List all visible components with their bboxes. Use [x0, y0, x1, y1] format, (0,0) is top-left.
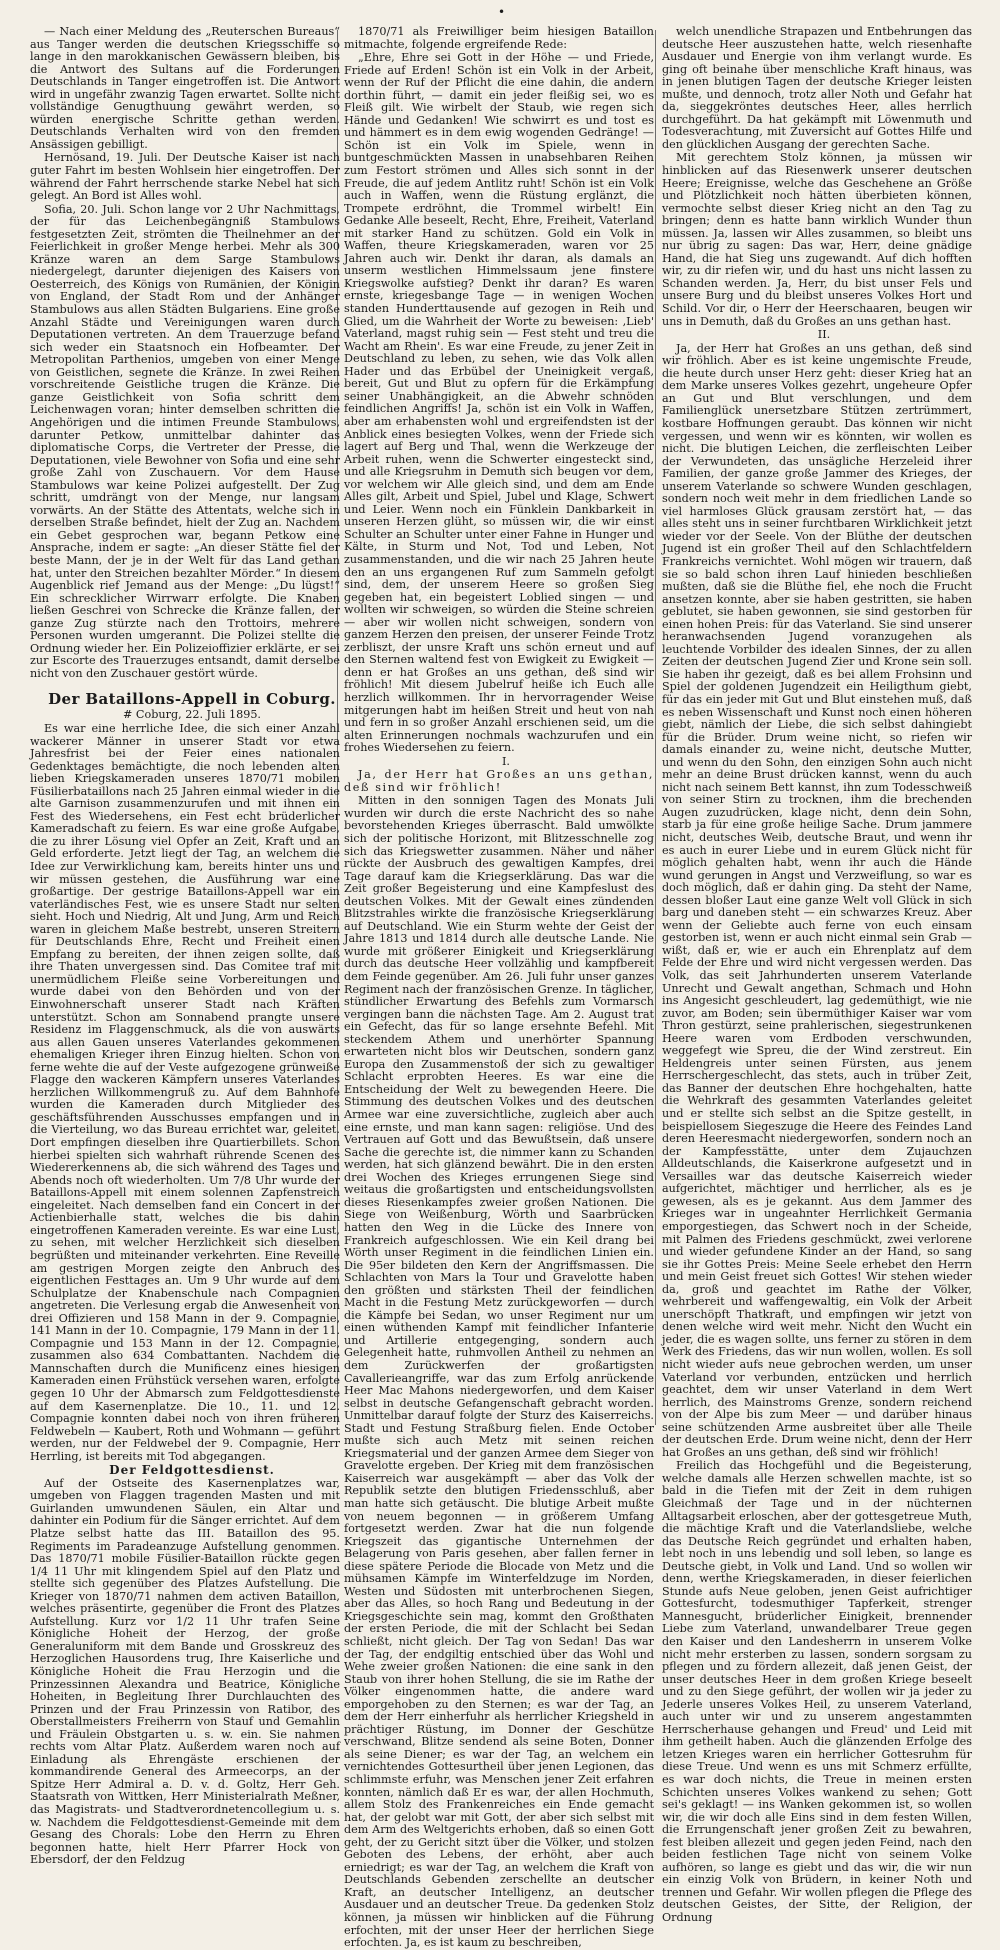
section-number: II. — [817, 328, 831, 342]
article-paragraph: Auf der Ostseite des Kasernenplatzes war, umgeben von Flaggen tragenden Masten und mit Guirlanden umwundenen Säulen, ein Altar und dahinter ein Podium für die Sänger errichtet. Auf dem Platze selbst hatte das III. Bataillon des 95. Regiments im Paradeanzuge Aufstellung genommen. Das 1870/71 mobile Füsilier-Bataillon rückte gegen 1/4 11 Uhr mit klingendem Spiel auf den Platz und stellte sich gegenüber des Platzes Aufstellung. Die Krieger von 1870/71 nahmen dem activen Bataillon, welches präsentirte, gegenüber die Front des Platzes Aufstellung. Kurz vor 1/2 11 Uhr trafen Seine Königliche Hoheit der Herzog, der große Generaluniform mit dem Bande und Grosskreuz des Herzoglichen Hausordens trug, Ihre Kaiserliche und Königliche Hoheit die Frau Herzogin und die Prinzessinnen Alexandra und Beatrice, Königliche Hoheiten, in Begleitung Ihrer Durchlauchten des Prinzen und der Frau Prinzessin von Ratibor, des Oberstallmeisters Freiherrn von Stauf und Gemahlin und Fräulein Obstgarten u. s. w. ein. Sie nahmen rechts vom Altar Platz. Außerdem waren noch auf Einladung als Ehrengäste erschienen der kommandirende General des Armeecorps, an der Spitze Herr Admiral a. D. v. d. Goltz, Herr Geh. Staatsrath von Wittken, Herr Ministerialrath Meßner, das Magistrats- und Stadtverordnetencollegium u. s. w. Nachdem die Feldgottesdienst-Gemeinde mit dem Gesang des Chorals: Lobe den Herrn zu Ehren begonnen hatte, hielt Herr Pfarrer Hock von Ebersdorf, der den Feldzug — [30, 1476, 340, 1867]
section-number: I. — [502, 754, 510, 768]
column-3 — [662, 25, 972, 1925]
speech-paragraph: „Ehre, Ehre sei Gott in der Höhe — und Friede, Friede auf Erden! Schön ist ein Volk in der Arbeit, wenn der Ruf der Pflicht die eine dahin, die andern dorthin führt, — damit ein jeder fleißig sei, wo es Fleiß gilt. Wie wirbelt der Staub, wie regen sich Hände und Gedanken! Wie schwirrt es und tost es und hämmert es in dem ewig wogenden Gedränge! — Schön ist ein Volk im Spiele, wenn in buntgeschmückten Massen in unabsehbaren Reihen zum Festort strömen und Alles sich sonnt in der Freude, die auf jedem Antlitz ruht! Schön ist ein Volk auch in Waffen, wenn die Rüstung erglänzt, die Trompete erdröhnt, die Trommel wirbelt! Ein Gedanke Alle beseelt, Recht, Ehre, Freiheit, Vaterland mit starker Hand zu schützen. Gold ein Volk in Waffen, theure Kriegskameraden, waren vor 25 Jahren auch wir. Denkt ihr daran, als damals an unserm westlichen Himmelssaum jene finstere Kriegswolke aufstieg? Denkt ihr daran? Es waren ernste, kriegesbange Tage — in wenigen Wochen standen Hunderttausende auf gezogen in Reih und Glied, um die Wahrheit der Worte zu beweisen: ,Lieb' Vaterland, magst ruhig sein — Fest steht und treu die Wacht am Rhein'. Es war eine Freude, zu jener Zeit in Deutschland zu leben, zu sehen, wie das Volk allen Hader und das Erbübel der Uneinigkeit vergaß, bereit, Gut und Blut zu opfern für die Erkämpfung seiner Unabhängigkeit, an die Abwehr schnöden feindlichen Angriffs! Ja, schön ist ein Volk in Waffen, aber am erhabensten wohl und ergreifendsten ist der Anblick eines besiegten Volkes, wenn der Friede sich lagert auf Berg und Thal, wenn die Werkzeuge der Arbeit ruhen, wenn die Schwerter eingesteckt sind, und alle Kriegsruhm in Demuth sich beugen vor dem, vor welchem wir Alle gleich sind, und dem am Ende Alles gilt, Arbeit und Spiel, Jubel und Klage, Schwert und Leier. Wenn noch ein Fünklein Dankbarkeit in unseren Herzen glüht, so müssen wir, die wir einst Schulter an Schulter unter einer Fahne in Hunger und Kälte, in Sturm und Not, Tod und Leben, Not zusammenstanden, und die wir nach 25 Jahren heute den an uns ergangenen Ruf zum Sammeln gefolgt sind, dem, der unserem Heere so großen Sieg gegeben hat, ein begeistert Loblied singen — und wollten wir schweigen, so würden die Steine schreien — aber wir wollen nicht schweigen, sondern von ganzem Herzen den preisen, der unserer Feinde Trotz zerbliszt, der unsre Kraft uns schön erneut und auf den Sternen waltend fest von Ewigkeit zu Ewigkeit — denn er hat Großes an uns gethan, deß sind wir fröhlich! Mit diesem Jubelruf heiße ich Euch alle herzlich willkommen. Ihr in hervorragender Weise mitgerungen habt im heißen Streit und heut von nah und fern in so großer Anzahl erschienen seid, um die alten Erinnerungen nochmals wachzurufen und ein frohes Wiedersehen zu feiern. — [344, 51, 654, 755]
section-spacer — [30, 680, 340, 690]
column-rule-right — [655, 30, 656, 1425]
speech-intro: 1870/71 als Freiwilliger beim hiesigen Bataillon mitmachte, folgende ergreifende Rede: — [344, 25, 654, 51]
news-item-sofia: Sofia, 20. Juli. Schon lange vor 2 Uhr Nachmittags, der für das Leichenbegängniß Stambulows festgesetzten Zeit, strömten die Theilnehmer an der Feierlichkeit in großer Menge herbei. Mehr als 300 Kränze waren an dem Sarge Stambulows niedergelegt, darunter diejenigen des Kaisers von Oesterreich, des Königs von Rumänien, der Königin von England, der Stadt Rom und der Anhänger Stambulows aus allen Städten Bulgariens. Eine große Anzahl Städte und Vereinigungen waren durch Deputationen vertreten. An dem Trauerzuge befand sich weder ein Staatsnoch ein Hofbeamter. Der Metropolitan Parthenios, umgeben von einer Menge von Geistlichen, segnete die Kränze. In zwei Reihen vorschreitende Geistliche trugen die Kränze. Die ganze Geistlichkeit von Sofia schritt dem Leichenwagen voran; hinter demselben schritten die Angehörigen und die intimen Freunde Stambulows, darunter Petkow, unmittelbar dahinter das diplomatische Corps, die Vertreter der Presse, die Deputationen, viele Bewohner von Sofia und eine sehr große Zahl von Zuschauern. Vor dem Hause Stambulows war keine Polizei aufgestellt. Der Zug schritt, umdrängt von der Menge, nur langsam vorwärts. An der Stätte des Attentats, welche sich in derselben Straße befindet, hielt der Zug an. Nachdem ein Gebet gesprochen war, begann Petkow eine Ansprache, indem er sagte: „An dieser Stätte fiel der beste Mann, der je in der Welt für das Land gethan hat, unter den Streichen bezahlter Mörder.“ In diesem Augenblick rief Jemand aus der Menge: „Du lügst!“ Ein schrecklicher Wirrwarr erfolgte. Die Knaben ließen Geschrei von Schrecke die Kränze fallen, der ganze Zug stürzte nach den Trottoirs, mehrere Personen wurden umgerannt. Die Polizei stellte die Ordnung wieder her. Ein Polizeioffizier erklärte, er sei zur Escorte des Trauerzuges entsandt, damit derselbe nicht von den Zuschauer gestört würde. — [30, 202, 340, 680]
news-item-tanger: — Nach einer Meldung des „Reuterschen Bureaus“ aus Tanger werden die deutschen Kriegsschiffe so lange in den marokkanischen Gewässern bleiben, bis die Antwort des Sultans auf die Forderungen Deutschlands in Tanger eingetroffen ist. Die Antwort wird in ungefähr zwanzig Tagen erwartet. Sollte nicht vollständige Genugthuung gewährt werden, so würden energische Schritte gethan werden. Deutschlands Verhalten wird von den fremden Ansässigen gebilligt. — [30, 25, 340, 151]
news-item-hernosand: Hernösand, 19. Juli. Der Deutsche Kaiser ist nach guter Fahrt im besten Wohlsein hier eingetroffen. Der während der Fahrt herrschende starke Nebel hat sich gelegt. An Bord ist Alles wohl. — [30, 151, 340, 203]
page-marker-dot: • — [498, 5, 506, 19]
article-headline: Der Bataillons-Appell in Coburg. — [48, 690, 336, 709]
article-paragraph: Es war eine herrliche Idee, die sich einer Anzahl wackerer Männer in unserer Stadt vor etwa Jahresfrist bei der Feier eines nationalen Gedenktages bemächtigte, die noch lebenden alten lieben Kriegskameraden unseres 1870/71 mobilen Füsilierbataillons nach 25 Jahren einmal wieder in die alte Garnison zusammenzurufen und mit ihnen ein Fest des Wiedersehens, ein Fest echt brüderlicher Kameradschaft zu feiern. Es war eine große Aufgabe, die zu ihrer Lösung viel Opfer an Zeit, Kraft und an Geld erforderte. Jetzt liegt der Tag, an welchem die Idee zur Verwirklichung kam, bereits hinter uns und wir müssen gestehen, die Ausführung war eine großartige. Der gestrige Bataillons-Appell war ein vaterländisches Fest, wie es unsere Stadt nur selten sieht. Hoch und Niedrig, Alt und Jung, Arm und Reich waren in gleichem Maße bestrebt, unseren Streitern für Deutschlands Ehre, Recht und Freiheit einen Empfang zu bereiten, der ihnen zeigen sollte, daß ihre Thaten unvergessen sind. Das Comitee traf mit unermüdlichem Fleiße seine Vorbereitungen und wurde dabei von den Behörden und von der Einwohnerschaft unserer Stadt nach Kräften unterstützt. Schon am Sonnabend prangte unsere Residenz im Flaggenschmuck, als die von auswärts aus allen Gauen unseres Vaterlandes gekommenen ehemaligen Krieger ihren Einzug hielten. Schon von ferne wehte die auf der Veste aufgezogene grünweiße Flagge den wackeren Kämpfern unseres Vaterlandes herzlichen Willkommengruß zu. Auf dem Bahnhofe wurden die Kameraden durch Mitglieder des geschäftsführenden Ausschusses empfangen und in die Vierteilung, wo das Bureau errichtet war, geleitet. Dort empfingen dieselben ihre Quartierbillets. Schon hierbei spielten sich wahrhaft rührende Scenen des Wiedererkennens ab, die sich während des Tages und Abends noch oft wiederholten. Um 7/8 Uhr wurde der Bataillons-Appell mit einem solennen Zapfenstreich eingeleitet. Nach demselben fand ein Concert in der Actienbierhalle statt, welches die bis dahin eingetroffenen Kameraden vereinte. Es war eine Lust, zu sehen, mit welcher Herzlichkeit sich dieselben begrüßten und miteinander verkehrten. Eine Reveille am gestrigen Morgen zeigte den Anbruch des eigentlichen Festtages an. Um 9 Uhr wurde auf dem Schulplatze der Knabenschule nach Compagnien angetreten. Die Verlesung ergab die Anwesenheit von drei Offizieren und 158 Mann in der 9. Compagnie, 141 Mann in der 10. Compagnie, 179 Mann in der 11. Compagnie und 153 Mann in der 12. Compagnie, zusammen also 634 Combattanten. Nachdem die Mannschaften durch die Munificenz eines hiesigen Kameraden einen Frühstück versehen waren, erfolgte gegen 10 Uhr der Abmarsch zum Feldgottesdienste auf dem Kasernenplatze. Die 10., 11. und 12. Compagnie konnten dabei noch von ihren früheren Feldwebeln — Kaubert, Roth und Wohmann — geführt werden, nur der Feldwebel der 9. Compagnie, Herr Herrling, ist bereits mit Tod abgegangen. — [30, 721, 340, 1463]
article-dateline: # Coburg, 22. Juli 1895. — [123, 708, 261, 722]
speech-paragraph: welch unendliche Strapazen und Entbehrungen das deutsche Heer auszustehen hatte, welch riesenhafte Ausdauer und Energie von ihm verlangt wurde. Es ging oft beinahe über menschliche Kraft hinaus, was in jenen blutigen Tagen der deutsche Krieger leisten mußte, und dennoch, trotz aller Noth und Gefahr hat da, sieggekröntes deutsches Heer, alles herrlich durchgeführt. Da hat gekämpft mit Löwenmuth und Todesverachtung, mit Zuversicht auf Gottes Hilfe und den glücklichen Ausgang der gerechten Sache. — [662, 25, 972, 151]
speech-paragraph: Mit gerechtem Stolz können, ja müssen wir hinblicken auf das Riesenwerk unserer deutschen Heere; Ereignisse, welche das Geschehene an Größe und Plötzlichkeit noch hätten überbieten können, vermochte selbst dieser Krieg nicht an den Tag zu bringen; denn es hatte bann wirklich Wunder thun müssen. Ja, lassen wir Alles zusammen, so bleibt uns nur übrig zu sagen: Das war, Herr, deine gnädige Hand, die hat Sieg uns zugewandt. Auf dich hofften wir, zu dir riefen wir, und du hast uns nicht lassen zu Schanden werden. Ja, Herr, du bist unser Fels und unsere Burg und du bleibst unseres Volkes Hort und Schild. Vor dir, o Herr der Heerschaaren, beugen wir uns in Demuth, daß du Großes an uns gethan hast. — [662, 151, 972, 328]
article-subhead: Der Feldgottesdienst. — [109, 1463, 275, 1478]
column-1 — [30, 25, 340, 1867]
speech-paragraph: Ja, der Herr hat Großes an uns gethan, deß sind wir fröhlich. Aber es ist keine ungemischte Freude, die heute durch unser Herz geht: dieser Krieg hat an dem Marke unseres Volkes gezehrt, ungeheure Opfer an Gut und Blut verschlungen, und dem Familienglück unersetzbare Stützen zertrümmert, kostbare Hoffnungen geraubt. Das können wir nicht vergessen, und wenn wir es könnten, wir wollen es nicht. Die blutigen Leichen, die zerfleischten Leiber der Verwundeten, das unsägliche Herzeleid ihrer Familien, der ganze große Jammer des Krieges, der unserem Vaterlande so schwere Wunden geschlagen, sondern noch weit mehr in dem friedlichen Lande so viel harmloses Glück grausam zerstört hat, — das alles steht uns in seiner furchtbaren Wirklichkeit jetzt wieder vor der Seele. Von der Blüthe der deutschen Jugend ist ein großer Theil auf den Schlachtfeldern Frankreichs vernichtet. Wohl mögen wir trauern, daß sie so bald schon ihren Lauf hinieden beschließen mußten, daß sie die Blüthe fiel, ehe noch die Frucht ansetzen konnte, aber sie haben gestritten, sie haben geblutet, sie haben gewonnen, sie sind gestorben für einen hohen Preis: für das Vaterland. Sie sind unserer heranwachsenden Jugend voranzugehen als leuchtende Vorbilder des idealen Sinnes, der zu allen Zeiten der deutschen Jugend Zier und Krone sein soll. Sie haben ihr gezeigt, daß es bei allem Frohsinn und Spiel der goldenen Jugendzeit ein Heiligthum giebt, für das ein jeder mit Gut und Blut einstehen muß, daß es neben Wissenschaft und Kunst noch einen höheren giebt, nämlich der Liebe, die sich selbst dahingiebt für die Brüder. Drum weine nicht, so riefen wir damals einander zu, weine nicht, deutsche Mutter, und wenn du den Sohn, den einzigen Sohn auch nicht mehr an deine Brust drücken kannst, wenn du auch nicht nach seinem Bett kannst, ihn zum Todesschweiß von seiner Stirn zu trocknen, ihm die brechenden Augen zuzudrücken, klage nicht, denn dein Sohn, starb ja für eine große heilige Sache. Drum jammere nicht, deutsches Weib, deutsche Braut, und wenn ihr es auch in eurer Liebe und in eurem Glück nicht für möglich gehalten habt, wenn ihr auch die Hände wund gerungen in Angst und Verzweiflung, so war es doch möglich, daß er dahin ging. Da steht der Name, dessen bloßer Laut eine ganze Welt voll Glück in sich barg und daneben steht — ein schwarzes Kreuz. Aber wenn der Geliebte auch ferne von euch einsam gestorben ist, wenn er auch nicht einmal sein Grab — wißt, daß er, wie er auch ein Ehrenplatz auf dem Felde der Ehre und wird nicht vergessen werden. Das Volk, das seit Jahrhunderten unserem Vaterlande Unrecht und Gewalt angethan, Schmach und Hohn ins Angesicht geschleudert, lag gedemüthigt, wie nie zuvor, am Boden; sein übermüthiger Kaiser war vom Thron gestürzt, seine prahlerischen, siegestrunkenen Heere waren vom Erdboden verschwunden, weggefegt wie Spreu, die der Wind zerstreut. Ein Heldengreis unter seinen Fürsten, aus jenem Herrschergeschlecht, das stets, auch in trüber Zeit, das Banner der deutschen Ehre hochgehalten, hatte die Wehrkraft des gesammten Vaterlandes geleitet und er stellte sich selbst an die Spitze gestellt, in beispiellosem Siegeszuge die Heere des Feindes Land deren Heeresmacht niedergeworfen, sondern noch an der Kampfesstätte, unter dem Zujauchzen Alldeutschlands, die Kaiserkrone aufgesetzt und in Versailles war das deutsche Kaiserreich wieder aufgerichtet, mächtiger und herrlicher, als es je gewesen, als es je gekannt. Aus dem Jammer des Krieges war in ungeahnter Herrlichkeit Germania emporgestiegen, das Schwert noch in der Scheide, mit Palmen des Friedens geschmückt, zwei verlorene und wieder gefundene Kinder an der Hand, so sang sie ihr Gottes Preis: Meine Seele erhebet den Herrn und mein Geist freuet sich Gottes! Wir stehen wieder da, groß und geachtet im Rathe der Völker, wehrbereit und waffengewaltig, ein Volk der Arbeit unerschöpft Thatkraft, und empfingen wir jetzt von denen welche wird weit mehr. Nicht den Wucht ein jeder, die es wagen sollte, uns ferner zu stören in dem Werk des Friedens, das wir nun wollen, wollen. Es soll nicht wieder aufs neue gebrochen werden, um unser Vaterland vor verbunden, entzücken und herrlich geachtet, dem wir unser Vaterland in dem Wert herrlich, des Mainstroms Grenze, sondern reichend von der Alpe bis zum Meer — und darüber hinaus seine schützenden Arme ausbreitet über alle Theile der deutschen Erde. Drum weine nicht, denn der Herr hat Großes an uns gethan, deß sind wir fröhlich! — [662, 341, 972, 1459]
speech-paragraph: Mitten in den sonnigen Tagen des Monats Juli wurden wir durch die erste Nachricht des so nahe bevorstehenden Krieges überrascht. Bald umwölkte sich der politische Horizont, mit Blitzesschnelle zog sich das Kriegswetter zusammen. Näher und näher rückte der Ausbruch des gewaltigen Kampfes, drei Tage darauf kam die Kriegserklärung. Das war die Zeit großer Begeisterung und eine Kampfeslust des deutschen Volkes. Mit der Gewalt eines zündenden Blitzstrahles wirkte die französische Kriegserklärung auf Deutschland. Wie ein Sturm wehte der Geist der Jahre 1813 und 1814 durch alle deutsche Lande. Nie wurde mit größerer Einigkeit und Kriegserklärung durch das deutsche Heer vollzählig und kampfbereit dem Feinde gegenüber. Am 26. Juli fuhr unser ganzes Regiment nach der französischen Grenze. In täglicher, stündlicher Erwartung des Befehls zum Vormarsch vergingen bann die nächsten Tage. Am 2. August trat ein Gefecht, das für so lange ersehnte Befehl. Mit steckendem Athem und unerhörter Spannung erwarteten nicht blos wir Deutschen, sondern ganz Europa den Zusammenstoß der sich zu gewaltiger Schlacht erprobten Heeres. Es war eine die Entscheidung der Welt zu bewegenden Heere. Die Stimmung des deutschen Volkes und des deutschen Armee war eine zuversichtliche, zugleich aber auch eine ernste, und man kann sagen: religiöse. Und des Vertrauen auf Gott und das Bewußtsein, daß unsere Sache die gerechte ist, die nimmer kann zu Schanden werden, hat sich glänzend bewährt. Die in den ersten drei Wochen des Krieges errungenen Siege sind weitaus die großartigsten und entscheidungsvollsten dieses Riesenkampfes zweier großen Nationen. Die Siege von Weißenburg, Wörth und Saarbrücken hatten den Weg in die Lücke des Innere von Frankreich aufgeschlossen. Wie ein Keil drang bei Wörth unser Regiment in die feindlichen Linien ein. Die 95er bildeten den Kern der Angriffsmassen. Die Schlachten von Mars la Tour und Gravelotte haben den größten und stärksten Theil der feindlichen Macht in die Festung Metz zurückgeworfen — durch die Kämpfe bei Sedan, wo unser Regiment nur um einen wüthenden Kampf mit feindlicher Infanterie und Artillerie entgegenging, sondern auch Gelegenheit hatte, ruhmvollen Antheil zu nehmen an dem Zurückwerfen der großartigsten Cavallerieangriffe, war das zum Erfolg anrückende Heer Mac Mahons niedergeworfen, und dem Kaiser selbst in deutsche Gefangenschaft gebracht worden. Unmittelbar darauf folgte der Sturz des Kaiserreichs. Stadt und Festung Straßburg fielen. Ende October mußte sich auch Metz mit seinen reichen Kriegsmaterial und der ganzen Armee dem Sieger von Gravelotte ergeben. Der Krieg mit dem französischen Kaiserreich war ausgekämpft — aber das Volk der Republik setzte den blutigen Friedensschluß, aber man hatte sich getäuscht. Die blutige Arbeit mußte von neuem begonnen — in größerem Umfang fortgesetzt werden. Zwar hat die nun folgende Kriegszeit das gigantische Unternehmen der Belagerung von Paris gesehen, aber fallen ferner in diese spätere Periode die Blocade von Metz und die mühsamen Kämpfe im Winterfeldzuge im Norden, Westen und Südosten mit unterbrochenen Siegen, aber das Alles, so hoch Rang und Bedeutung in der Kriegsgeschichte sein mag, kommt den Großthaten der ersten Periode, die mit der Schlacht bei Sedan schließt, nicht gleich. Der Tag von Sedan! Das war der Tag, der endgiltig entschied über das Wohl und Wehe zweier großen Nationen: die eine sank in den Staub von ihrer hohen Stellung, die sie im Rathe der Völker eingenommen hatte, die andere ward emporgehoben zu den Sternen; es war der Tag, an dem der Herr einherfuhr als herrlicher Kriegsheld in prächtiger Rüstung, im Donner der Geschütze verschwand, Blitze sendend als seine Boten, Donner als seine Diener; es war der Tag, an welchem ein vernichtendes Gottesurtheil über jenen Legionen, das schlimmste erfuhr, was Menschen jener Zeit erfahren konnten, nämlich daß Er es war, der allen Hochmuth, allem Stolz des Frankenreiches ein Ende gemacht hat, der gelobt war mit Gott, der aber sich selbst mit dem Arm des Weltgerichts erhoben, daß so einen Gott geht, der zu Gericht sitzt über die Völker, und stolzen Geboten des Lebens, der erhöht, aber auch erniedrigt; es war der Tag, an welchem die Kraft von Deutschlands Gebenden zerschellte an deutscher Kraft, an deutscher Intelligenz, an deutscher Ausdauer und an deutscher Treue. Da gedenken Stolz können, ja müssen wir hinblicken auf die Führung erfochten, mit der unser Heer der herrlichen Siege erfochten. Ja, es ist kaum zu beschreiben, — [344, 794, 654, 1950]
speech-paragraph: Freilich das Hochgefühl und die Begeisterung, welche damals alle Herzen schwellen machte, ist so bald in die Tiefen mit der Zeit in dem ruhigen Gleichmaß der Tage und in der nüchternen Alltagsarbeit erloschen, aber der gottesgetreue Muth, die mächtige Kraft und die Vaterlandsliebe, welche das Deutsche Reich gegründet und erhalten haben, lebt noch in uns lebendig und soll leben, so lange es Deutsche giebt, in Volk und Land. Und so wollen wir denn, werthe Kriegskameraden, in dieser feierlichen Stunde aufs Neue geloben, jenen Geist aufrichtiger Gottesfurcht, todesmuthiger Tapferkeit, strenger Mannesgucht, brüderlicher Einigkeit, brennender Liebe zum Vaterland, unwandelbarer Treue gegen den Kaiser und den Landesherrn in unserem Volke nicht mehr ersterben zu lassen, sondern sorgsam zu pflegen und zu fördern allezeit, daß jenen Geist, der unser deutsches Heer in dem großen Kriege beseelt und zu den Siege geführt, der wollen wir ja jeder zu Jederle unseres Volkes Heil, zu unserem Vaterland, auch unter wir und zu unserem angestammten Herrscherhause gehangen und Freud' und Leid mit ihm getheilt haben. Auch die glänzenden Erfolge des letzen Krieges waren ein herrlicher Gottesruhm für diese Treue. Und wenn es uns mit Schmerz erfüllte, es war doch nichts, die Treue in meinen ersten Schichten unseres Volkes wankend zu sehen; Gott sei's geklagt! — ins Wanken gekommen ist, so wollen wir, die wir doch alle Eins sind in dem festen Willen, die Errungenschaft jener großen Zeit zu bewahren, fest bleiben allezeit und gegen jeden Feind, nach den beiden festlichen Tage nicht von seinem Volke aufhören, so lange es giebt und das wir, die wir nun ein einzig Volk von Brüdern, in keiner Noth und trennen und Gefahr. Wir wollen pflegen die Pflege des deutschen Geistes, der Sitte, der Religion, der Ordnung — [662, 1459, 972, 1925]
column-2 — [344, 25, 654, 1950]
section-lead: Ja, der Herr hat Großes an uns gethan, deß sind wir fröhlich! — [344, 768, 654, 794]
